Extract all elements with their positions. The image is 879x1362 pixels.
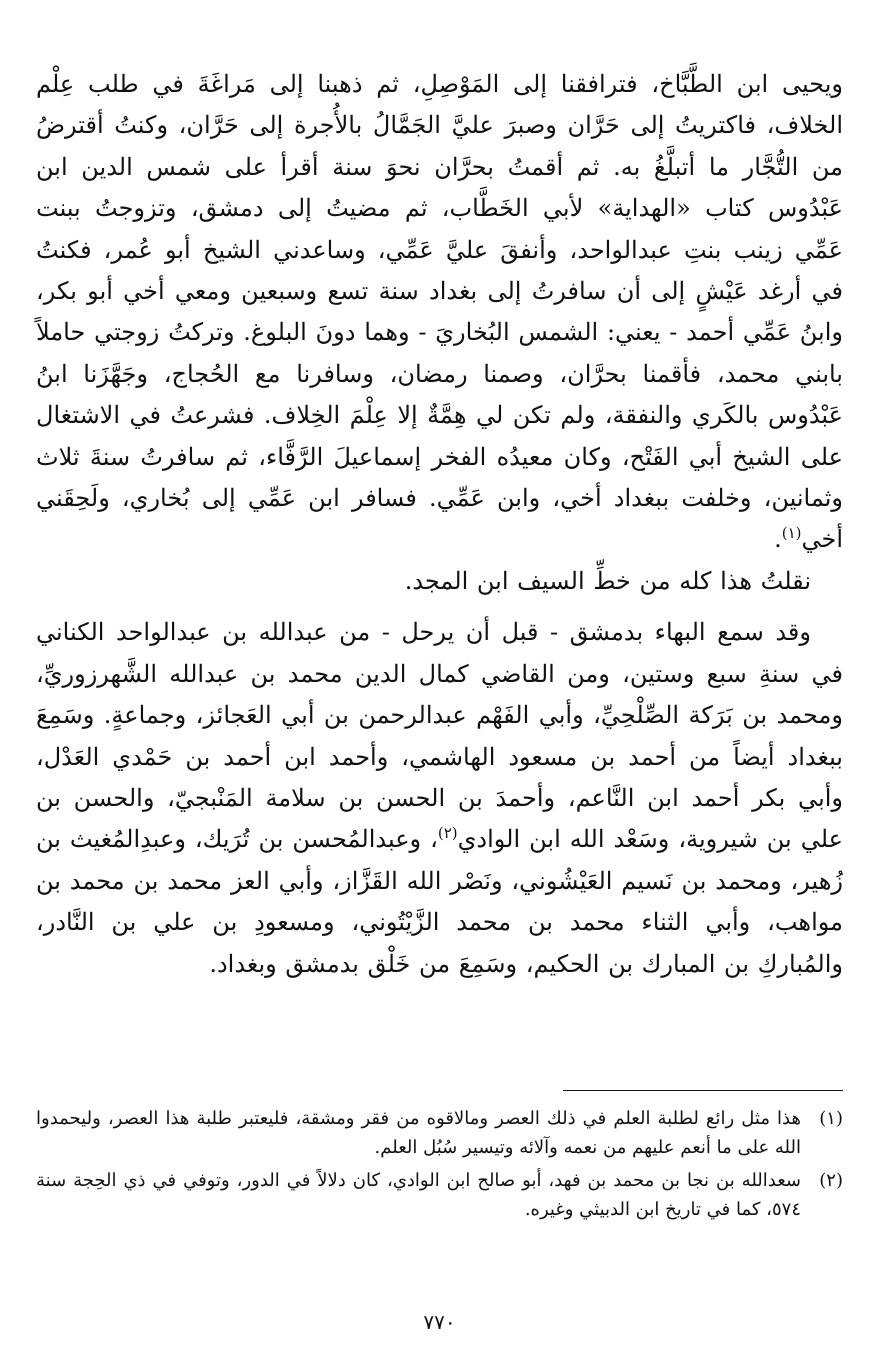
main-text (36, 64, 843, 985)
footnote-ref-2: (٢) (437, 824, 458, 843)
page-number: ٧٧٠ (423, 1310, 456, 1334)
paragraph-1-end: . (774, 525, 782, 554)
paragraph-1-text: ويحيى ابن الطَّبَّاخ، فترافقنا إلى المَوْصِلِ، ثم ذهبنا إلى مَراغَةَ في طلب عِلْم الخلاف، فاكتريتُ إلى حَرَّان وصبرَ عليَّ الجَمَّالُ بالأُجرة إلى حَرَّان، وكنتُ أقترضُ من التُّجَّار ما أتبلَّغُ به. ثم أقمتُ بحرَّان نحوَ سنة أقرأ على شمس الدين ابن عَبْدُوس كتاب «الهداية» لأبي الخَطَّاب، ثم مضيتُ إلى دمشق، وتزوجتُ ببنت عَمِّي زينب بنتِ عبدالواحد، وأنفقَ عليَّ عَمِّي، وساعدني الشيخ أبو عُمر، فكنتُ في أرغد عَيْشٍ إلى أن سافرتُ إلى بغداد سنة تسع وسبعين ومعي أخي أبو بكر، وابنُ عَمِّي أحمد - يعني: الشمس البُخاريَ - وهما دونَ البلوغ. وتركتُ زوجتي حاملاً بابني محمد، فأقمنا بحرَّان، وصمنا رمضان، وسافرنا مع الحُجاج، وجَهَّزَنا ابنُ عَبْدُوس بالكَري والنفقة، ولم تكن لي هِمَّةٌ إلا عِلْمَ الخِلاف. فشرعتُ في الاشتغال على الشيخ أبي الفَتْح، وكان معيدُه الفخر إسماعيلَ الرَّفَّاء، ثم سافرتُ سنةَ ثلاث وثمانين، وخلفت ببغداد أخي، وابن عَمِّي. فسافر ابن عَمِّي إلى بُخاري، ولَحِقَني أخي (36, 70, 843, 554)
paragraph-2-text: نقلتُ هذا كله من خطِّ السيف ابن المجد. (404, 566, 811, 595)
footnote-ref-1: (١) (781, 524, 802, 543)
paragraph-3-text: وقد سمع البهاء بدمشق - قبل أن يرحل - من عبدالله بن عبدالواحد الكناني في سنةِ سبع وستين، ومن القاضي كمال الدين محمد بن عبدالله الشَّهرزوريِّ، ومحمد بن بَرَكة الصِّلْحِيِّ، وأبي الفَهْم عبدالرحمن بن أبي العَجائز، وجماعةٍ. وسَمِعَ ببغداد أيضاً من أحمد بن مسعود الهاشمي، وأحمد ابن أحمد بن حَمْدي العَدْل، وأبي بكر أحمد ابن النَّاعم، وأحمدَ بن الحسن بن سلامة المَنْبجيّ، والحسن بن علي بن شيروية، وسَعْد الله ابن الوادي (36, 618, 843, 854)
paragraph-2 (36, 561, 843, 602)
paragraph-1 (36, 64, 843, 561)
footnote-1-number: (١) (819, 1108, 843, 1129)
footnote-2-number: (٢) (819, 1170, 843, 1191)
footnote-2-text: سعدالله بن نجا بن محمد بن فهد، أبو صالح ابن الوادي، كان دلالاً في الدور، وتوفي في ذي الحِجة سنة ٥٧٤، كما في تاريخ ابن الدبيثي وغيره. (36, 1170, 801, 1220)
footnote-divider (563, 1090, 843, 1091)
footnote-1-text: هذا مثل رائع لطلبة العلم في ذلك العصر ومالاقوه من فقر ومشقة، فليعتبر طلبة هذا العصر، وليحمدوا الله على ما أنعم عليهم من نعمه وآلائه وتيسير سُبُل العلم. (36, 1108, 801, 1158)
book-page (36, 64, 843, 1362)
footnote-2 (36, 1166, 843, 1224)
paragraph-3-rest: ، وعبدالمُحسن بن تُرَيك، وعبدِالمُغيث بن زُهير، ومحمد بن نَسيم العَيْشُوني، ونَصْر الله القَزَّاز، وأبي العز محمد بن محمد بن مواهب، وأبي الثناء محمد بن محمد الزَّيْتُوني، ومسعودِ بن علي بن النَّادر، والمُباركِ بن المبارك بن الحكيم، وسَمِعَ من خَلْق بدمشق وبغداد. (36, 825, 843, 978)
footnotes (36, 1104, 843, 1228)
footnote-1 (36, 1104, 843, 1162)
paragraph-3 (36, 612, 843, 985)
